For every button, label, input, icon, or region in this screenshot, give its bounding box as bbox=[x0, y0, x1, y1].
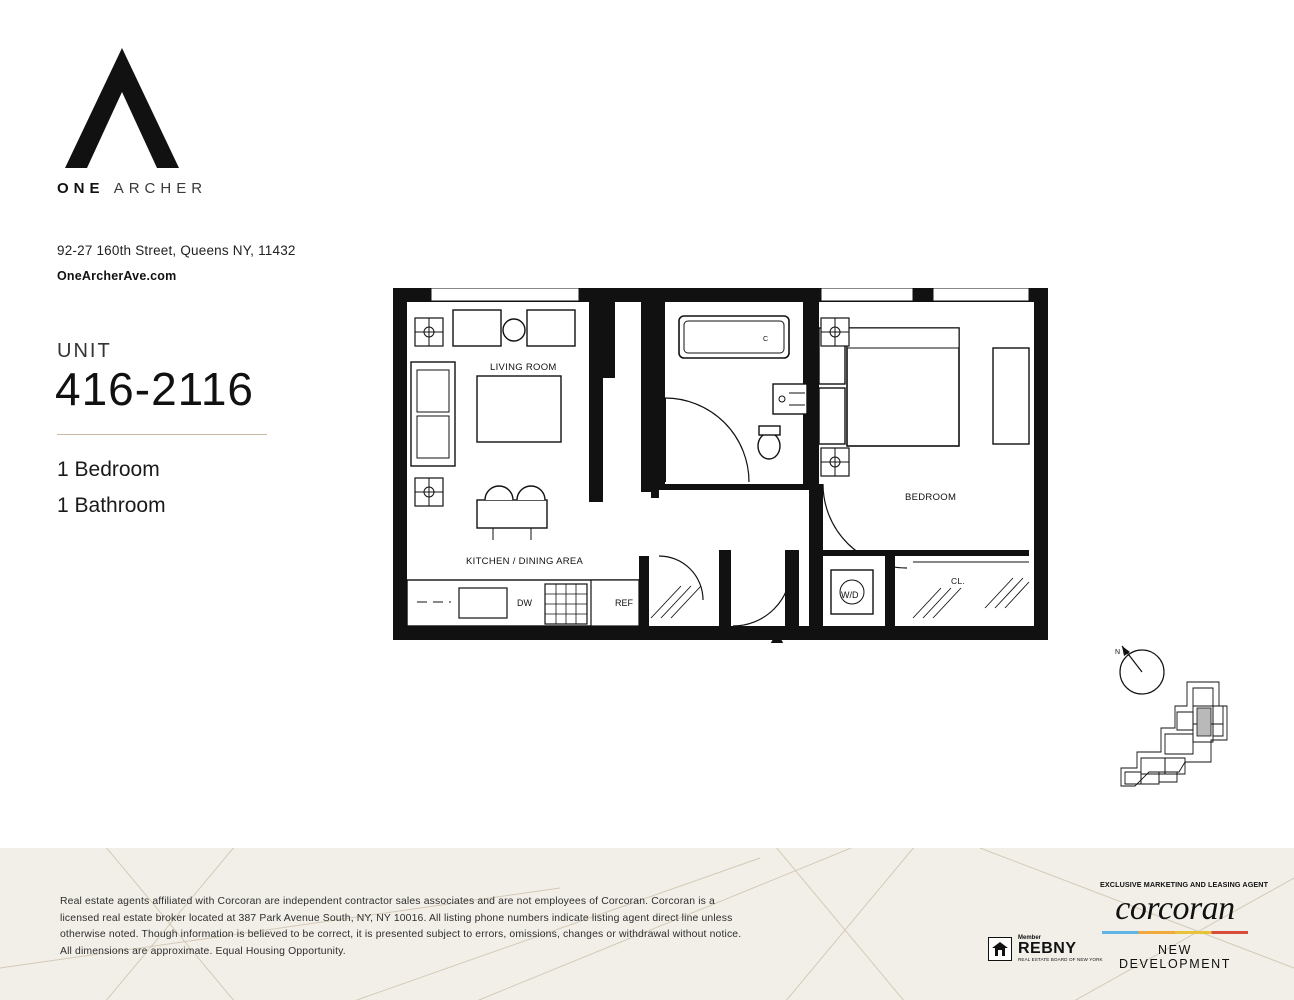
brand-word-light: ARCHER bbox=[113, 180, 208, 197]
room-label-closet: CL. bbox=[951, 576, 966, 586]
room-label-living-room: LIVING ROOM bbox=[490, 362, 557, 373]
floor-plan-drawing bbox=[393, 288, 1048, 643]
rebny-logo bbox=[1018, 935, 1103, 963]
brand-word-bold: ONE bbox=[57, 180, 105, 197]
address-line: 92-27 160th Street, Queens NY, 11432 bbox=[57, 243, 296, 258]
brand-wordmark bbox=[57, 180, 357, 197]
divider bbox=[57, 434, 267, 435]
rebny-member-label: Member bbox=[1018, 935, 1042, 941]
rebny-subtitle: REAL ESTATE BOARD OF NEW YORK bbox=[1018, 957, 1103, 963]
svg-text:N: N bbox=[1115, 649, 1121, 656]
corcoran-color-bar bbox=[1102, 931, 1248, 934]
rebny-name: REBNY bbox=[1018, 940, 1077, 958]
equal-housing-opportunity-icon bbox=[988, 937, 1012, 961]
room-label-kitchen-dining: KITCHEN / DINING AREA bbox=[466, 556, 584, 567]
appliance-label-wd: W/D bbox=[841, 590, 859, 600]
legal-disclaimer: Real estate agents affiliated with Corcoran are independent contractor sales associates and are not employees of Corcoran. Corcoran is a licensed real estate broker located at 387 Park Avenue South, NY, NY 10016. All listing phone numbers indicate listing agent direct line unless otherwise noted. Though information is believed to be correct, it is presented subject to errors, omissions, changes or withdrawal without notice. All dimensions are approximate. Equal Housing Opportunity. bbox=[60, 896, 742, 957]
corcoran-wordmark: corcoran bbox=[1115, 890, 1235, 927]
rebny-eho-badge bbox=[988, 935, 1103, 963]
exclusive-agent-tagline: EXCLUSIVE MARKETING AND LEASING AGENT bbox=[1100, 880, 1269, 889]
website-link[interactable]: OneArcherAve.com bbox=[57, 269, 177, 283]
unit-label: UNIT bbox=[57, 340, 112, 362]
bathroom-count: 1 Bathroom bbox=[57, 494, 166, 517]
appliance-label-ref: REF bbox=[615, 598, 633, 608]
corcoran-agent-block bbox=[1100, 880, 1269, 971]
brand-block bbox=[57, 40, 357, 197]
bedroom-count: 1 Bedroom bbox=[57, 458, 160, 481]
key-plan-highlight bbox=[1197, 708, 1211, 736]
appliance-label-dw: DW bbox=[517, 598, 532, 608]
unit-number: 416-2116 bbox=[55, 363, 254, 415]
corcoran-division: NEW DEVELOPMENT bbox=[1118, 943, 1232, 971]
key-plan-diagram bbox=[1115, 676, 1245, 806]
one-archer-a-mark-icon bbox=[57, 40, 187, 170]
svg-text:C: C bbox=[763, 336, 769, 343]
room-label-bedroom: BEDROOM bbox=[905, 492, 957, 503]
